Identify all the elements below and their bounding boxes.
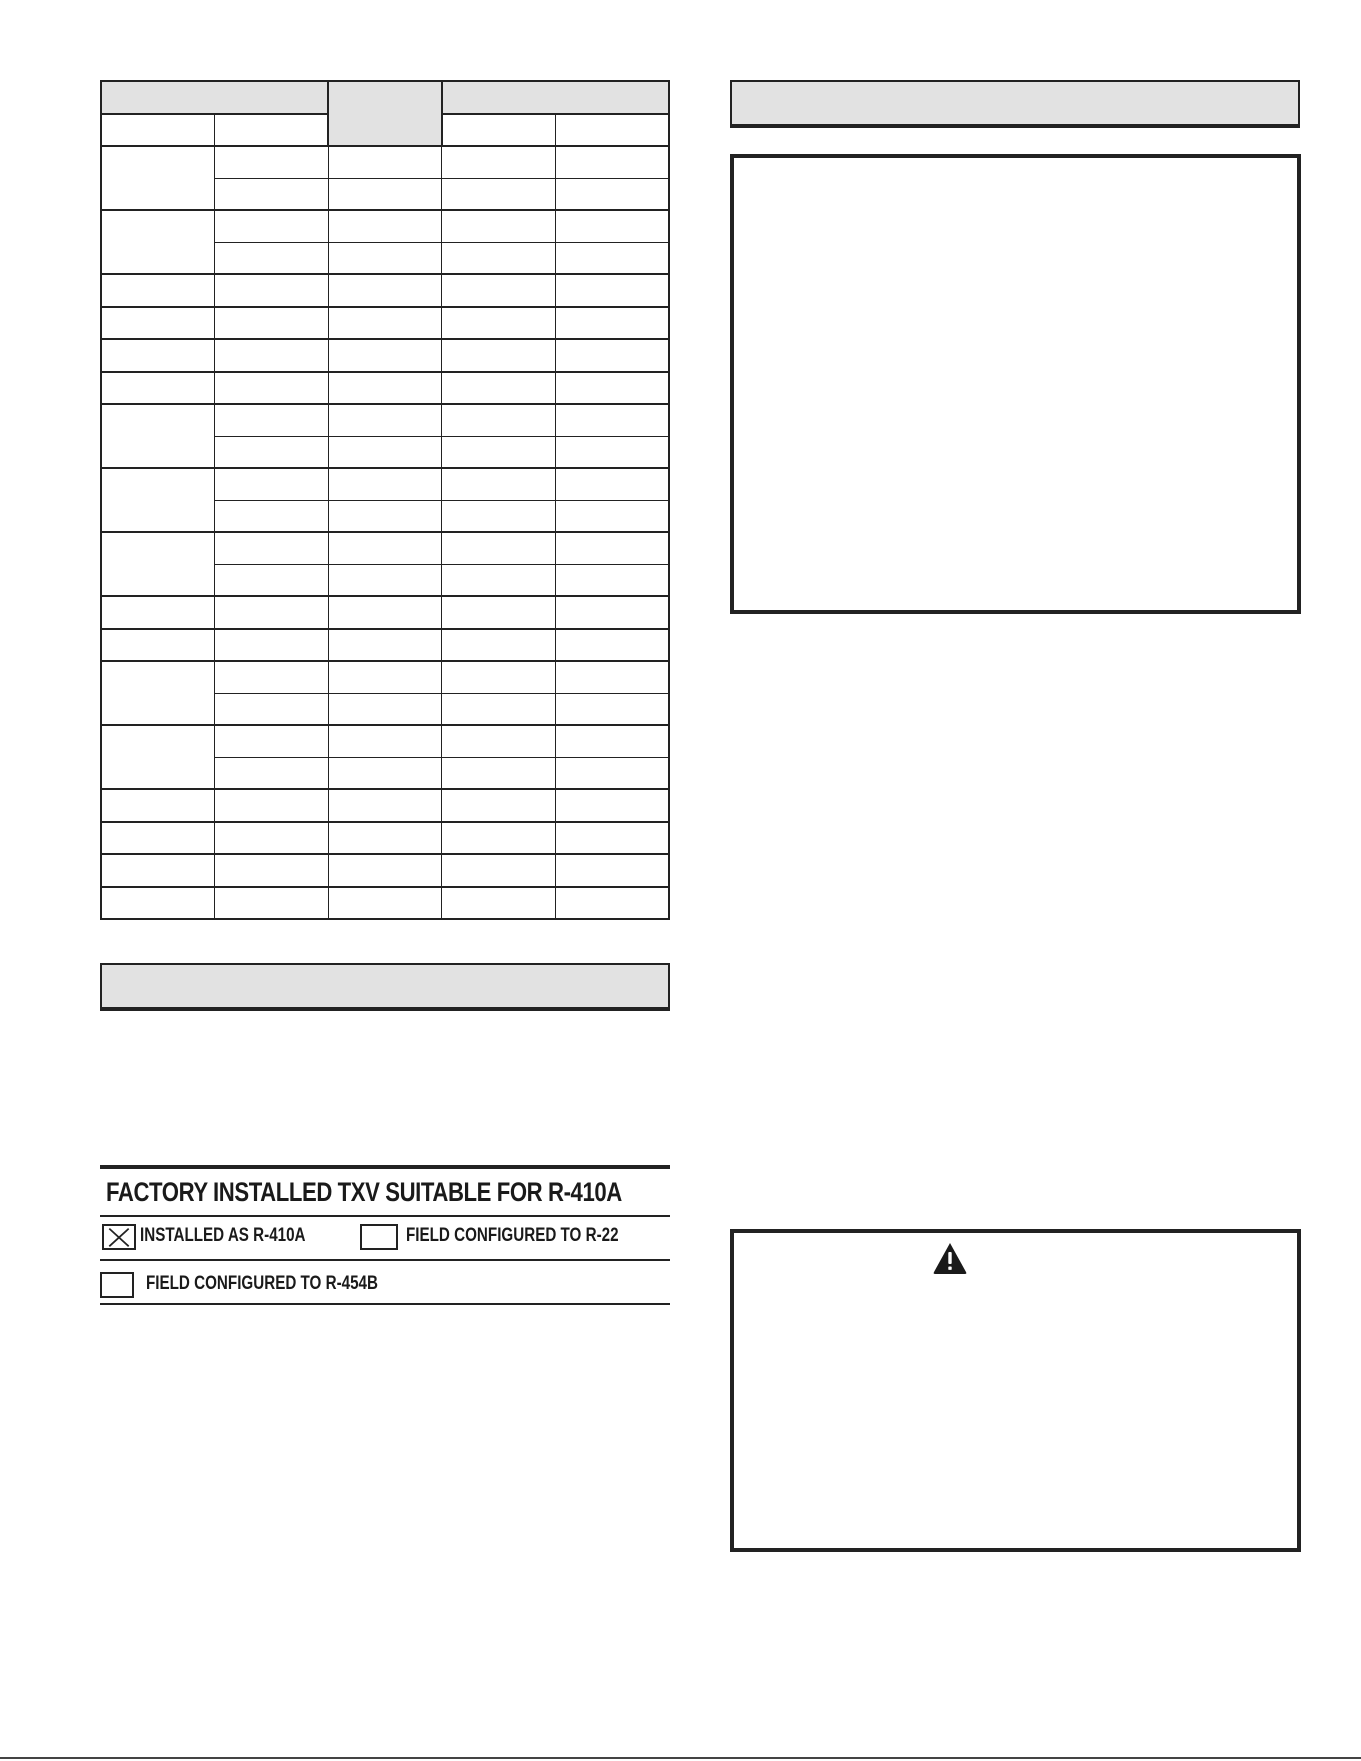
table-cell [101, 210, 215, 274]
table-cell [555, 596, 669, 629]
table-cell [215, 468, 329, 500]
subheader-cell [215, 114, 329, 147]
table-cell [215, 146, 329, 178]
right-section-header [730, 80, 1300, 126]
table-row [101, 274, 669, 307]
table-row [101, 372, 669, 405]
subheader-cell [555, 114, 669, 147]
table-cell [215, 789, 329, 822]
table-cell [442, 146, 556, 178]
table-cell [215, 339, 329, 372]
table-cell [442, 661, 556, 693]
table-cell [328, 500, 442, 532]
x-mark-icon [104, 1226, 134, 1249]
table-cell [215, 564, 329, 596]
table-cell [101, 274, 215, 307]
table-cell [442, 854, 556, 887]
table-cell [328, 210, 442, 242]
field-configured-r22-label: FIELD CONFIGURED TO R-22 [406, 1225, 619, 1246]
field-configured-r22-checkbox[interactable] [360, 1224, 398, 1250]
table-row [101, 789, 669, 822]
table-cell [328, 725, 442, 757]
installed-r410a-checkbox[interactable] [102, 1224, 136, 1250]
table-cell [101, 789, 215, 822]
table-row [101, 146, 669, 178]
table-cell [215, 500, 329, 532]
table-cell [101, 468, 215, 532]
table-cell [328, 661, 442, 693]
table-cell [101, 146, 215, 210]
table-cell [442, 274, 556, 307]
table-cell [101, 339, 215, 372]
table-row [101, 629, 669, 662]
table-cell [215, 757, 329, 789]
table-cell [555, 372, 669, 405]
table-cell [215, 629, 329, 662]
table-cell [555, 307, 669, 340]
table-cell [555, 757, 669, 789]
table-cell [442, 178, 556, 210]
table-cell [555, 532, 669, 564]
table-cell [101, 887, 215, 920]
table-cell [215, 532, 329, 564]
table-cell [101, 725, 215, 789]
table-cell [442, 822, 556, 855]
table-cell [328, 178, 442, 210]
header-group-right [442, 81, 669, 114]
table-cell [215, 274, 329, 307]
field-configured-r454b-label: FIELD CONFIGURED TO R-454B [146, 1273, 378, 1294]
table-cell [215, 436, 329, 468]
header-center [328, 81, 442, 146]
table-cell [215, 404, 329, 436]
table-cell [328, 854, 442, 887]
table-cell [555, 564, 669, 596]
table-cell [215, 693, 329, 725]
table-cell [442, 596, 556, 629]
table-cell [555, 789, 669, 822]
table-cell [328, 757, 442, 789]
table-cell [328, 822, 442, 855]
caution-triangle-icon [932, 1241, 968, 1275]
table-cell [555, 146, 669, 178]
table-cell [555, 404, 669, 436]
table-cell [555, 210, 669, 242]
table-cell [328, 596, 442, 629]
table-cell [101, 822, 215, 855]
table-cell [328, 887, 442, 920]
table-cell [215, 210, 329, 242]
table-cell [442, 725, 556, 757]
table-cell [555, 436, 669, 468]
table-cell [442, 629, 556, 662]
table-header-row [101, 81, 669, 114]
table-cell [555, 693, 669, 725]
table-cell [215, 242, 329, 274]
table-cell [555, 178, 669, 210]
table-cell [328, 146, 442, 178]
table-cell [215, 661, 329, 693]
table-cell [442, 210, 556, 242]
spec-table [100, 80, 670, 920]
table-cell [328, 629, 442, 662]
table-cell [555, 500, 669, 532]
table-cell [101, 854, 215, 887]
table-cell [215, 178, 329, 210]
table-cell [555, 242, 669, 274]
table-cell [555, 339, 669, 372]
caution-box [730, 1229, 1301, 1552]
table-cell [215, 725, 329, 757]
table-cell [101, 629, 215, 662]
table-cell [442, 339, 556, 372]
table-row [101, 307, 669, 340]
table-cell [555, 854, 669, 887]
subheader-cell [442, 114, 556, 147]
table-row [101, 468, 669, 500]
table-cell [328, 693, 442, 725]
table-cell [442, 564, 556, 596]
table-row [101, 854, 669, 887]
table-cell [442, 468, 556, 500]
table-cell [328, 789, 442, 822]
header-group-left [101, 81, 328, 114]
table-cell [442, 500, 556, 532]
table-cell [101, 661, 215, 725]
table-cell [328, 372, 442, 405]
table-cell [555, 887, 669, 920]
table-cell [555, 468, 669, 500]
table-cell [328, 468, 442, 500]
table-row [101, 339, 669, 372]
table-row [101, 596, 669, 629]
table-cell [442, 404, 556, 436]
table-cell [328, 564, 442, 596]
table-cell [101, 404, 215, 468]
divider [100, 1215, 670, 1217]
table-cell [101, 596, 215, 629]
left-section-header [100, 963, 670, 1009]
table-cell [555, 274, 669, 307]
table-cell [101, 532, 215, 596]
subheader-cell [101, 114, 215, 147]
table-cell [442, 532, 556, 564]
installed-r410a-label: INSTALLED AS R-410A [140, 1225, 306, 1246]
table-cell [215, 854, 329, 887]
table-row [101, 725, 669, 757]
table-cell [555, 629, 669, 662]
table-row [101, 887, 669, 920]
table-row [101, 532, 669, 564]
table-cell [328, 242, 442, 274]
table-cell [328, 307, 442, 340]
table-cell [215, 596, 329, 629]
field-configured-r454b-checkbox[interactable] [100, 1272, 134, 1298]
table-cell [442, 436, 556, 468]
table-row [101, 404, 669, 436]
table-cell [442, 789, 556, 822]
table-cell [442, 693, 556, 725]
table-cell [328, 274, 442, 307]
table-cell [328, 532, 442, 564]
table-row [101, 661, 669, 693]
table-cell [442, 757, 556, 789]
table-cell [442, 372, 556, 405]
table-cell [555, 822, 669, 855]
table-cell [215, 822, 329, 855]
table-cell [442, 887, 556, 920]
table-cell [328, 339, 442, 372]
table-cell [215, 372, 329, 405]
table-cell [555, 725, 669, 757]
table-cell [215, 307, 329, 340]
table-cell [328, 404, 442, 436]
table-cell [328, 436, 442, 468]
table-row [101, 210, 669, 242]
page-bottom-rule [0, 1757, 1361, 1759]
table-cell [101, 372, 215, 405]
divider [100, 1259, 670, 1261]
table-cell [101, 307, 215, 340]
txv-label [100, 1165, 670, 1305]
table-cell [215, 887, 329, 920]
table-cell [442, 307, 556, 340]
txv-label-title: FACTORY INSTALLED TXV SUITABLE FOR R-410A [106, 1177, 622, 1207]
notice-box [730, 154, 1301, 614]
table-cell [442, 242, 556, 274]
table-cell [555, 661, 669, 693]
table-row [101, 822, 669, 855]
